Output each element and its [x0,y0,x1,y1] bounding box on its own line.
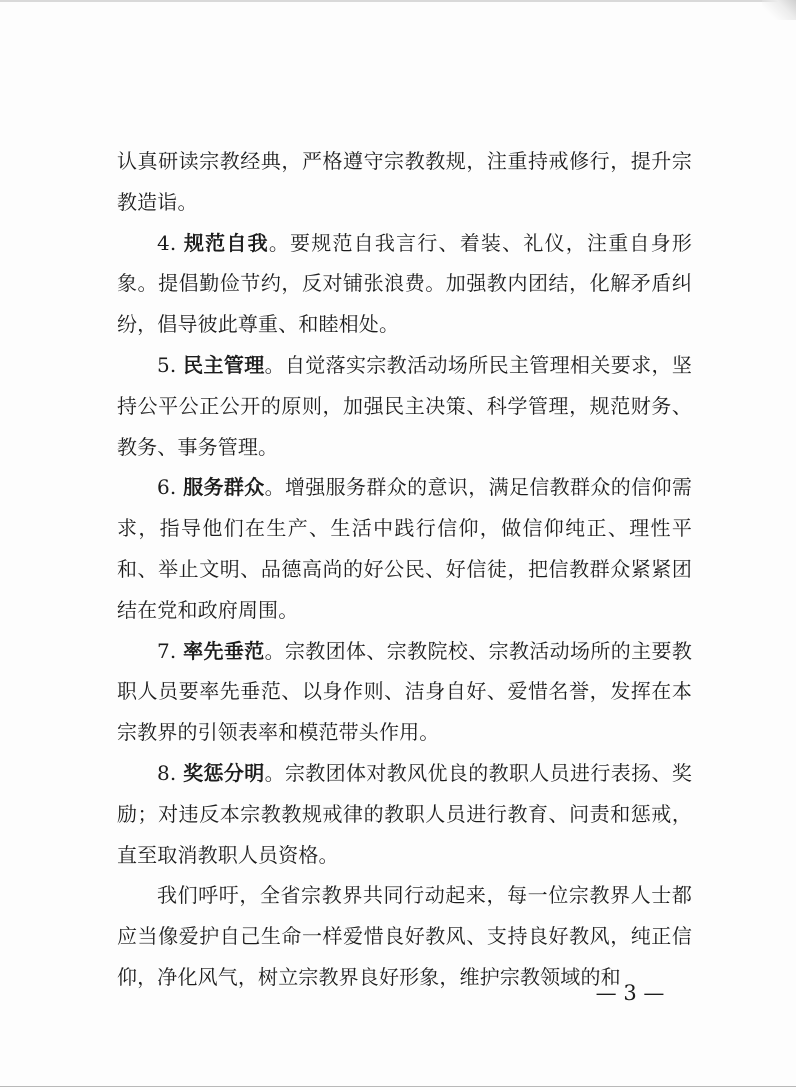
item-number: 6. [157,475,184,500]
paragraph-text: 认真研读宗教经典，严格遵守宗教教规，注重持戒修行，提升宗教造诣。 [117,149,692,214]
item-number: 8. [157,760,184,785]
item-4-paragraph [117,223,692,345]
item-text: 。要规范自我言行、着装、礼仪，注重自身形象。提倡勤俭节约，反对铺张浪费。加强教内团结，化解矛盾纠纷，倡导彼此尊重、和睦相处。 [117,230,692,337]
item-5-paragraph [117,345,692,467]
page-corner-shadow [762,0,796,20]
item-text: 。宗教团体、宗教院校、宗教活动场所的主要教职人员要率先垂范、以身作则、洁身自好、爱惜名誉，发挥在本宗教界的引领表率和模范带头作用。 [117,638,693,745]
page-number: — 3 — [595,981,665,1005]
item-heading: 民主管理 [183,352,265,377]
item-heading: 奖惩分明 [183,760,265,785]
item-number: 5. [157,352,184,377]
page-top-edge [0,0,796,2]
item-7-paragraph [117,631,692,753]
item-number: 4. [157,230,184,255]
item-text: 。宗教团体对教风优良的教职人员进行表扬、奖励；对违反本宗教教规戒律的教职人员进行教育、问责和惩戒，直至取消教职人员资格。 [117,760,693,867]
paragraph-text: 我们呼吁，全省宗教界共同行动起来，每一位宗教界人士都应当像爱护自己生命一样爱惜良好教风、支持良好教风，纯正信仰，净化风气，树立宗教界良好形象，维护宗教领域的和 [117,883,692,989]
item-8-paragraph [117,753,692,875]
document-body [117,141,692,998]
continued-paragraph [117,141,692,223]
item-text: 。增强服务群众的意识，满足信教群众的信仰需求，指导他们在生产、生活中践行信仰，做信仰纯正、理性平和、举止文明、品德高尚的好公民、好信徒，把信教群众紧紧团结在党和政府周围。 [117,475,693,622]
item-text: 。自觉落实宗教活动场所民主管理相关要求，坚持公平公正公开的原则，加强民主决策、科学管理，规范财务、教务、事务管理。 [117,352,693,459]
item-heading: 规范自我 [183,230,269,255]
page-bottom-edge [0,1086,796,1087]
item-6-paragraph [117,467,692,630]
item-heading: 服务群众 [183,475,265,500]
item-heading: 率先垂范 [183,638,265,663]
item-number: 7. [157,638,184,663]
